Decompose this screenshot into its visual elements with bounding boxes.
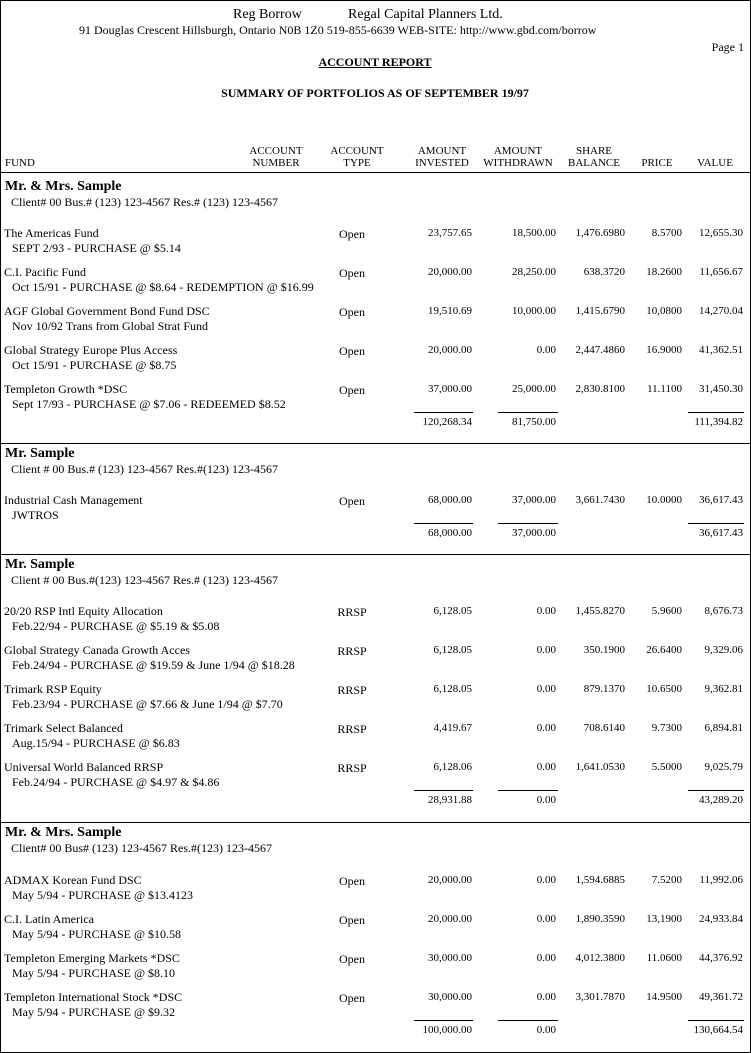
col-account-number-1: ACCOUNT <box>249 145 303 157</box>
cell-invested: 30,000.00 <box>428 991 472 1003</box>
col-account-number-2: NUMBER <box>252 157 300 169</box>
advisor-name: Reg Borrow <box>233 7 302 22</box>
cell-value: 31,450.30 <box>699 383 743 395</box>
client-name: Mr. Sample <box>5 446 75 461</box>
fund-note: Feb.23/94 - PURCHASE @ $7.66 & June 1/94 @ $7.70 <box>12 697 283 711</box>
col-value: VALUE <box>697 157 733 169</box>
cell-invested: 20,000.00 <box>428 874 472 886</box>
firm-address: 91 Douglas Crescent Hillsburgh, Ontario N0B 1Z0 519-855-6639 WEB-SITE: http://www.gbd.com/borrow <box>79 23 597 37</box>
cell-withdrawn: 0.00 <box>536 344 556 356</box>
col-price: PRICE <box>641 157 673 169</box>
cell-withdrawn: 37,000.00 <box>512 494 556 506</box>
cell-price: 8.5700 <box>651 227 682 239</box>
client-info: Client# 00 Bus# (123) 123-4567 Res.#(123) 123-4567 <box>11 841 272 855</box>
total-invested: 100,000.00 <box>422 1024 472 1036</box>
cell-price: 10,0800 <box>646 305 682 317</box>
section-divider <box>0 443 751 444</box>
cell-withdrawn: 28,250.00 <box>512 266 556 278</box>
fund-name: 20/20 RSP Intl Equity Allocation <box>4 604 163 618</box>
cell-value: 11,656.67 <box>699 266 743 278</box>
cell-invested: 20,000.00 <box>428 913 472 925</box>
section-divider <box>0 822 751 823</box>
subtotal-rule-withdrawn <box>498 412 558 413</box>
cell-invested: 19,510.69 <box>428 305 472 317</box>
cell-account-type: RRSP <box>337 683 367 697</box>
cell-value: 49,361.72 <box>699 991 743 1003</box>
cell-price: 11.0600 <box>646 952 682 964</box>
cell-invested: 20,000.00 <box>428 344 472 356</box>
subtotal-rule-value <box>688 412 744 413</box>
fund-note: Oct 15/91 - PURCHASE @ $8.75 <box>12 358 177 372</box>
subtotal-rule-invested <box>414 412 473 413</box>
subtotal-rule-value <box>688 1020 744 1021</box>
fund-note: May 5/94 - PURCHASE @ $9.32 <box>12 1005 176 1019</box>
cell-invested: 23,757.65 <box>428 227 472 239</box>
client-info: Client # 00 Bus.# (123) 123-4567 Res.#(123) 123-4567 <box>11 462 278 476</box>
cell-invested: 37,000.00 <box>428 383 472 395</box>
fund-note: Feb.24/94 - PURCHASE @ $19.59 & June 1/94 @ $18.28 <box>12 658 295 672</box>
col-account-type-2: TYPE <box>343 157 371 169</box>
cell-withdrawn: 0.00 <box>536 644 556 656</box>
cell-account-type: Open <box>339 913 365 927</box>
fund-name: Trimark Select Balanced <box>4 721 123 735</box>
cell-invested: 30,000.00 <box>428 952 472 964</box>
section-divider <box>0 554 751 555</box>
cell-share-balance: 1,641.0530 <box>575 761 625 773</box>
total-withdrawn: 0.00 <box>536 1024 556 1036</box>
cell-withdrawn: 0.00 <box>536 952 556 964</box>
cell-share-balance: 350.1900 <box>583 644 625 656</box>
report-subtitle: SUMMARY OF PORTFOLIOS AS OF SEPTEMBER 19/97 <box>221 86 529 100</box>
col-amount-withdrawn-2: WITHDRAWN <box>483 157 553 169</box>
fund-name: Trimark RSP Equity <box>4 682 102 696</box>
cell-value: 12,655.30 <box>699 227 743 239</box>
fund-note: May 5/94 - PURCHASE @ $10.58 <box>12 927 182 941</box>
cell-price: 5.5000 <box>651 761 682 773</box>
cell-account-type: RRSP <box>337 761 367 775</box>
total-value: 43,289.20 <box>699 794 743 806</box>
cell-value: 9,329.06 <box>704 644 743 656</box>
fund-name: AGF Global Government Bond Fund DSC <box>4 304 210 318</box>
cell-value: 6,894.81 <box>704 722 743 734</box>
fund-note: Aug.15/94 - PURCHASE @ $6.83 <box>12 736 180 750</box>
cell-withdrawn: 0.00 <box>536 605 556 617</box>
cell-withdrawn: 18,500.00 <box>512 227 556 239</box>
cell-withdrawn: 0.00 <box>536 683 556 695</box>
cell-account-type: Open <box>339 383 365 397</box>
cell-withdrawn: 0.00 <box>536 991 556 1003</box>
cell-withdrawn: 0.00 <box>536 874 556 886</box>
cell-share-balance: 4,012.3800 <box>575 952 625 964</box>
cell-share-balance: 1,476.6980 <box>575 227 625 239</box>
cell-account-type: Open <box>339 494 365 508</box>
cell-account-type: RRSP <box>337 722 367 736</box>
cell-price: 7.5200 <box>651 874 682 886</box>
total-invested: 68,000.00 <box>428 527 472 539</box>
cell-invested: 4,419.67 <box>433 722 472 734</box>
fund-name: Global Strategy Europe Plus Access <box>4 343 178 357</box>
fund-name: Templeton Growth *DSC <box>4 382 128 396</box>
subtotal-rule-withdrawn <box>498 1020 558 1021</box>
cell-value: 44,376.92 <box>699 952 743 964</box>
total-withdrawn: 0.00 <box>536 794 556 806</box>
col-amount-withdrawn-1: AMOUNT <box>493 145 543 157</box>
cell-invested: 6,128.05 <box>433 683 472 695</box>
cell-share-balance: 2,447.4860 <box>575 344 625 356</box>
cell-value: 9,025.79 <box>704 761 743 773</box>
fund-name: C.I. Latin America <box>4 912 94 926</box>
fund-note: SEPT 2/93 - PURCHASE @ $5.14 <box>12 241 181 255</box>
fund-note: May 5/94 - PURCHASE @ $13.4123 <box>12 888 194 902</box>
cell-invested: 68,000.00 <box>428 494 472 506</box>
cell-invested: 6,128.06 <box>433 761 472 773</box>
client-name: Mr. & Mrs. Sample <box>5 179 122 194</box>
total-invested: 28,931.88 <box>428 794 472 806</box>
cell-account-type: Open <box>339 991 365 1005</box>
fund-name: Templeton Emerging Markets *DSC <box>4 951 180 965</box>
fund-note: Feb.24/94 - PURCHASE @ $4.97 & $4.86 <box>12 775 220 789</box>
cell-price: 11.1100 <box>647 383 682 395</box>
cell-price: 18.2600 <box>646 266 682 278</box>
cell-account-type: Open <box>339 344 365 358</box>
col-share-balance-2: BALANCE <box>568 157 620 169</box>
col-amount-invested-1: AMOUNT <box>417 145 467 157</box>
cell-price: 10.6500 <box>646 683 682 695</box>
cell-share-balance: 2,830.8100 <box>575 383 625 395</box>
col-share-balance-1: SHARE <box>575 145 613 157</box>
cell-withdrawn: 25,000.00 <box>512 383 556 395</box>
fund-name: Templeton International Stock *DSC <box>4 990 183 1004</box>
firm-name: Regal Capital Planners Ltd. <box>348 7 503 22</box>
cell-share-balance: 638.3720 <box>583 266 625 278</box>
cell-price: 16.9000 <box>646 344 682 356</box>
cell-account-type: RRSP <box>337 644 367 658</box>
cell-share-balance: 879.1370 <box>583 683 625 695</box>
total-withdrawn: 37,000.00 <box>512 527 556 539</box>
cell-price: 14.9500 <box>646 991 682 1003</box>
cell-invested: 6,128.05 <box>433 605 472 617</box>
fund-note: Feb.22/94 - PURCHASE @ $5.19 & $5.08 <box>12 619 220 633</box>
cell-share-balance: 1,455.8270 <box>575 605 625 617</box>
cell-withdrawn: 0.00 <box>536 761 556 773</box>
col-fund: FUND <box>5 157 35 169</box>
client-info: Client # 00 Bus.#(123) 123-4567 Res.# (123) 123-4567 <box>11 573 278 587</box>
cell-account-type: RRSP <box>337 605 367 619</box>
cell-value: 9,362.81 <box>704 683 743 695</box>
subtotal-rule-value <box>688 790 744 791</box>
cell-value: 14,270.04 <box>699 305 743 317</box>
cell-invested: 6,128.05 <box>433 644 472 656</box>
fund-name: Global Strategy Canada Growth Acces <box>4 643 190 657</box>
fund-note: Oct 15/91 - PURCHASE @ $8.64 - REDEMPTION @ $16.99 <box>12 280 314 294</box>
cell-withdrawn: 0.00 <box>536 722 556 734</box>
subtotal-rule-withdrawn <box>498 523 558 524</box>
total-value: 130,664.54 <box>693 1024 743 1036</box>
cell-withdrawn: 10,000.00 <box>512 305 556 317</box>
subtotal-rule-withdrawn <box>498 790 558 791</box>
subtotal-rule-invested <box>414 790 473 791</box>
cell-price: 26.6400 <box>646 644 682 656</box>
fund-note: May 5/94 - PURCHASE @ $8.10 <box>12 966 176 980</box>
cell-share-balance: 1,594.6885 <box>575 874 625 886</box>
cell-price: 13,1900 <box>646 913 682 925</box>
cell-withdrawn: 0.00 <box>536 913 556 925</box>
total-invested: 120,268.34 <box>422 416 472 428</box>
report-title: ACCOUNT REPORT <box>318 55 432 69</box>
cell-share-balance: 1,415.6790 <box>575 305 625 317</box>
cell-share-balance: 708.6140 <box>583 722 625 734</box>
client-name: Mr. & Mrs. Sample <box>5 825 122 840</box>
cell-account-type: Open <box>339 874 365 888</box>
cell-account-type: Open <box>339 227 365 241</box>
cell-value: 41,362.51 <box>699 344 743 356</box>
cell-price: 10.0000 <box>646 494 682 506</box>
cell-account-type: Open <box>339 305 365 319</box>
fund-name: Industrial Cash Management <box>4 493 143 507</box>
cell-account-type: Open <box>339 266 365 280</box>
cell-account-type: Open <box>339 952 365 966</box>
cell-price: 5.9600 <box>651 605 682 617</box>
fund-name: ADMAX Korean Fund DSC <box>4 873 142 887</box>
cell-invested: 20,000.00 <box>428 266 472 278</box>
fund-name: The Americas Fund <box>4 226 99 240</box>
total-value: 36,617.43 <box>699 527 743 539</box>
cell-share-balance: 3,661.7430 <box>575 494 625 506</box>
fund-note: Nov 10/92 Trans from Global Strat Fund <box>12 319 209 333</box>
fund-name: C.I. Pacific Fund <box>4 265 86 279</box>
cell-share-balance: 1,890.3590 <box>575 913 625 925</box>
fund-note: Sept 17/93 - PURCHASE @ $7.06 - REDEEMED $8.52 <box>12 397 286 411</box>
fund-note: JWTROS <box>12 508 59 522</box>
page-number: Page 1 <box>711 40 744 54</box>
subtotal-rule-invested <box>414 1020 473 1021</box>
cell-value: 36,617.43 <box>699 494 743 506</box>
cell-share-balance: 3,301.7870 <box>575 991 625 1003</box>
header-divider <box>0 172 751 173</box>
client-name: Mr. Sample <box>5 557 75 572</box>
cell-value: 8,676.73 <box>704 605 743 617</box>
total-value: 111,394.82 <box>694 416 743 428</box>
cell-price: 9.7300 <box>651 722 682 734</box>
col-amount-invested-2: INVESTED <box>415 157 469 169</box>
col-account-type-1: ACCOUNT <box>330 145 384 157</box>
cell-value: 11,992.06 <box>699 874 743 886</box>
subtotal-rule-invested <box>414 523 473 524</box>
subtotal-rule-value <box>688 523 744 524</box>
cell-value: 24,933.84 <box>699 913 743 925</box>
fund-name: Universal World Balanced RRSP <box>4 760 164 774</box>
total-withdrawn: 81,750.00 <box>512 416 556 428</box>
client-info: Client# 00 Bus.# (123) 123-4567 Res.# (123) 123-4567 <box>11 195 278 209</box>
